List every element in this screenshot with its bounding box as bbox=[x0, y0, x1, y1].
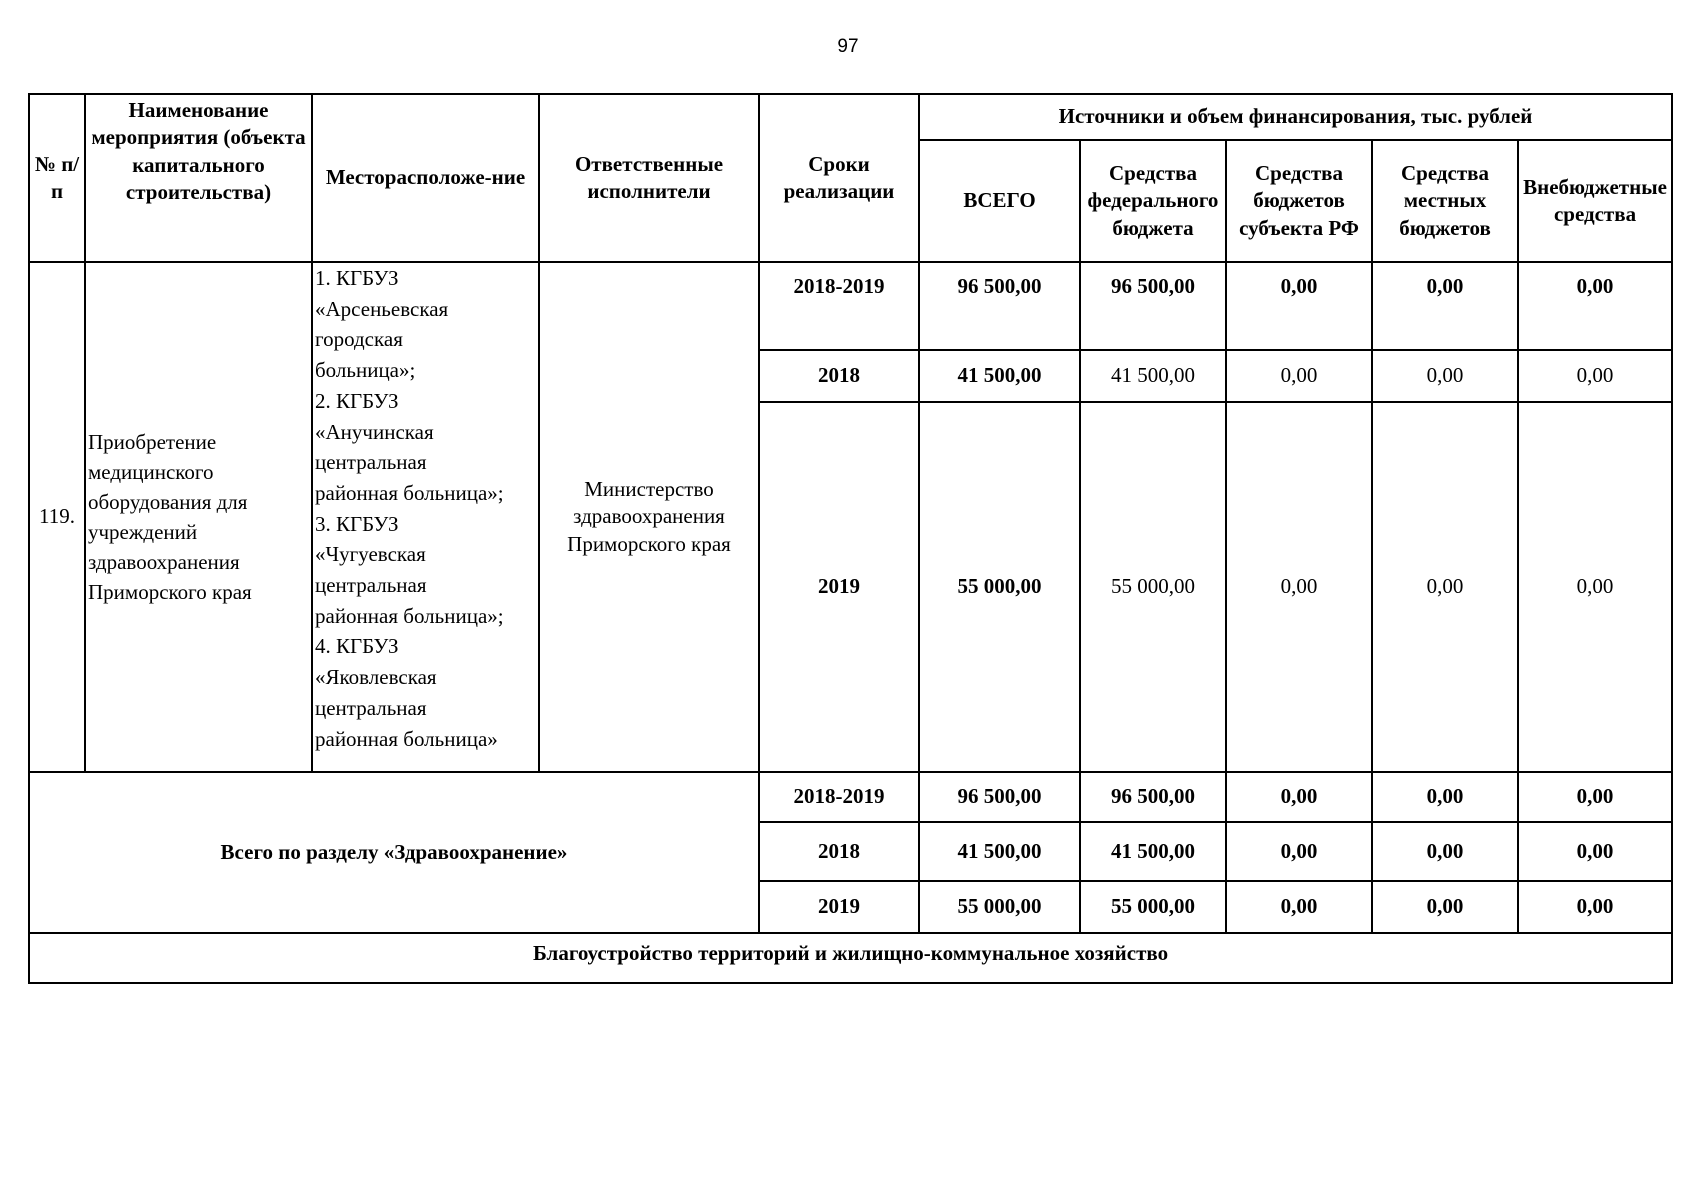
local-cell: 0,00 bbox=[1372, 881, 1518, 933]
period-cell: 2018-2019 bbox=[759, 262, 919, 350]
regional-cell: 0,00 bbox=[1226, 881, 1372, 933]
period-cell: 2019 bbox=[759, 402, 919, 772]
local-cell: 0,00 bbox=[1372, 772, 1518, 822]
extra-cell: 0,00 bbox=[1518, 881, 1672, 933]
federal-cell: 96 500,00 bbox=[1080, 772, 1226, 822]
header-name: Наименование мероприятия (объекта капитального строительства) bbox=[85, 94, 312, 262]
local-cell: 0,00 bbox=[1372, 822, 1518, 881]
extra-cell: 0,00 bbox=[1518, 822, 1672, 881]
header-federal: Средства федерального бюджета bbox=[1080, 140, 1226, 262]
location-line: центральная bbox=[315, 450, 427, 475]
extra-cell: 0,00 bbox=[1518, 262, 1672, 350]
extra-cell: 0,00 bbox=[1518, 402, 1672, 772]
location-line: 4. КГБУЗ bbox=[315, 634, 399, 659]
location-line: 3. КГБУЗ bbox=[315, 511, 399, 536]
location-line: районная больница» bbox=[315, 726, 498, 751]
federal-cell: 55 000,00 bbox=[1080, 881, 1226, 933]
federal-cell: 96 500,00 bbox=[1080, 262, 1226, 350]
item-name: Приобретение медицинского оборудования для учреждений здравоохранения Приморского края bbox=[85, 262, 312, 772]
total-cell: 41 500,00 bbox=[919, 822, 1080, 881]
next-section-row bbox=[29, 933, 1672, 983]
federal-cell: 41 500,00 bbox=[1080, 350, 1226, 402]
section-total-label: Всего по разделу «Здравоохранение» bbox=[29, 772, 759, 933]
regional-cell: 0,00 bbox=[1226, 262, 1372, 350]
location-line: больница»; bbox=[315, 358, 416, 383]
extra-cell: 0,00 bbox=[1518, 350, 1672, 402]
next-section-title: Благоустройство территорий и жилищно-коммунальное хозяйство bbox=[29, 933, 1672, 983]
page-number: 97 bbox=[837, 36, 859, 57]
section-total-row bbox=[29, 772, 1672, 822]
total-cell: 96 500,00 bbox=[919, 262, 1080, 350]
regional-cell: 0,00 bbox=[1226, 402, 1372, 772]
total-cell: 55 000,00 bbox=[919, 881, 1080, 933]
location-line: районная больница»; bbox=[315, 603, 504, 628]
location-line: 2. КГБУЗ bbox=[315, 388, 399, 413]
header-total: ВСЕГО bbox=[919, 140, 1080, 262]
local-cell: 0,00 bbox=[1372, 350, 1518, 402]
location-line: «Арсеньевская bbox=[315, 296, 449, 321]
header-extra: Внебюджетные средства bbox=[1518, 140, 1672, 262]
federal-cell: 55 000,00 bbox=[1080, 402, 1226, 772]
header-regional: Средства бюджетов субъекта РФ bbox=[1226, 140, 1372, 262]
header-period: Сроки реализации bbox=[759, 94, 919, 262]
location-line: городская bbox=[315, 327, 403, 352]
header-location: Месторасположе-ние bbox=[312, 94, 539, 262]
header-local: Средства местных бюджетов bbox=[1372, 140, 1518, 262]
location-line: районная больница»; bbox=[315, 480, 504, 505]
period-cell: 2018 bbox=[759, 822, 919, 881]
header-num: № п/п bbox=[29, 94, 85, 262]
extra-cell: 0,00 bbox=[1518, 772, 1672, 822]
total-cell: 55 000,00 bbox=[919, 402, 1080, 772]
header-sources: Источники и объем финансирования, тыс. рублей bbox=[919, 94, 1672, 140]
header-executors: Ответственные исполнители bbox=[539, 94, 759, 262]
location-line: «Анучинская bbox=[315, 419, 434, 444]
item-row-total bbox=[29, 262, 1672, 350]
regional-cell: 0,00 bbox=[1226, 350, 1372, 402]
item-num: 119. bbox=[29, 262, 85, 772]
regional-cell: 0,00 bbox=[1226, 772, 1372, 822]
local-cell: 0,00 bbox=[1372, 402, 1518, 772]
total-cell: 41 500,00 bbox=[919, 350, 1080, 402]
location-line: 1. КГБУЗ bbox=[315, 266, 399, 290]
total-cell: 96 500,00 bbox=[919, 772, 1080, 822]
period-cell: 2019 bbox=[759, 881, 919, 933]
location-line: центральная bbox=[315, 573, 427, 598]
financing-table bbox=[28, 93, 1673, 984]
location-line: центральная bbox=[315, 695, 427, 720]
federal-cell: 41 500,00 bbox=[1080, 822, 1226, 881]
item-executor: Министерство здравоохранения Приморского края bbox=[539, 262, 759, 772]
location-line: «Яковлевская bbox=[315, 665, 437, 690]
item-location bbox=[312, 262, 539, 772]
period-cell: 2018 bbox=[759, 350, 919, 402]
local-cell: 0,00 bbox=[1372, 262, 1518, 350]
location-line: «Чугуевская bbox=[315, 542, 426, 567]
regional-cell: 0,00 bbox=[1226, 822, 1372, 881]
period-cell: 2018-2019 bbox=[759, 772, 919, 822]
